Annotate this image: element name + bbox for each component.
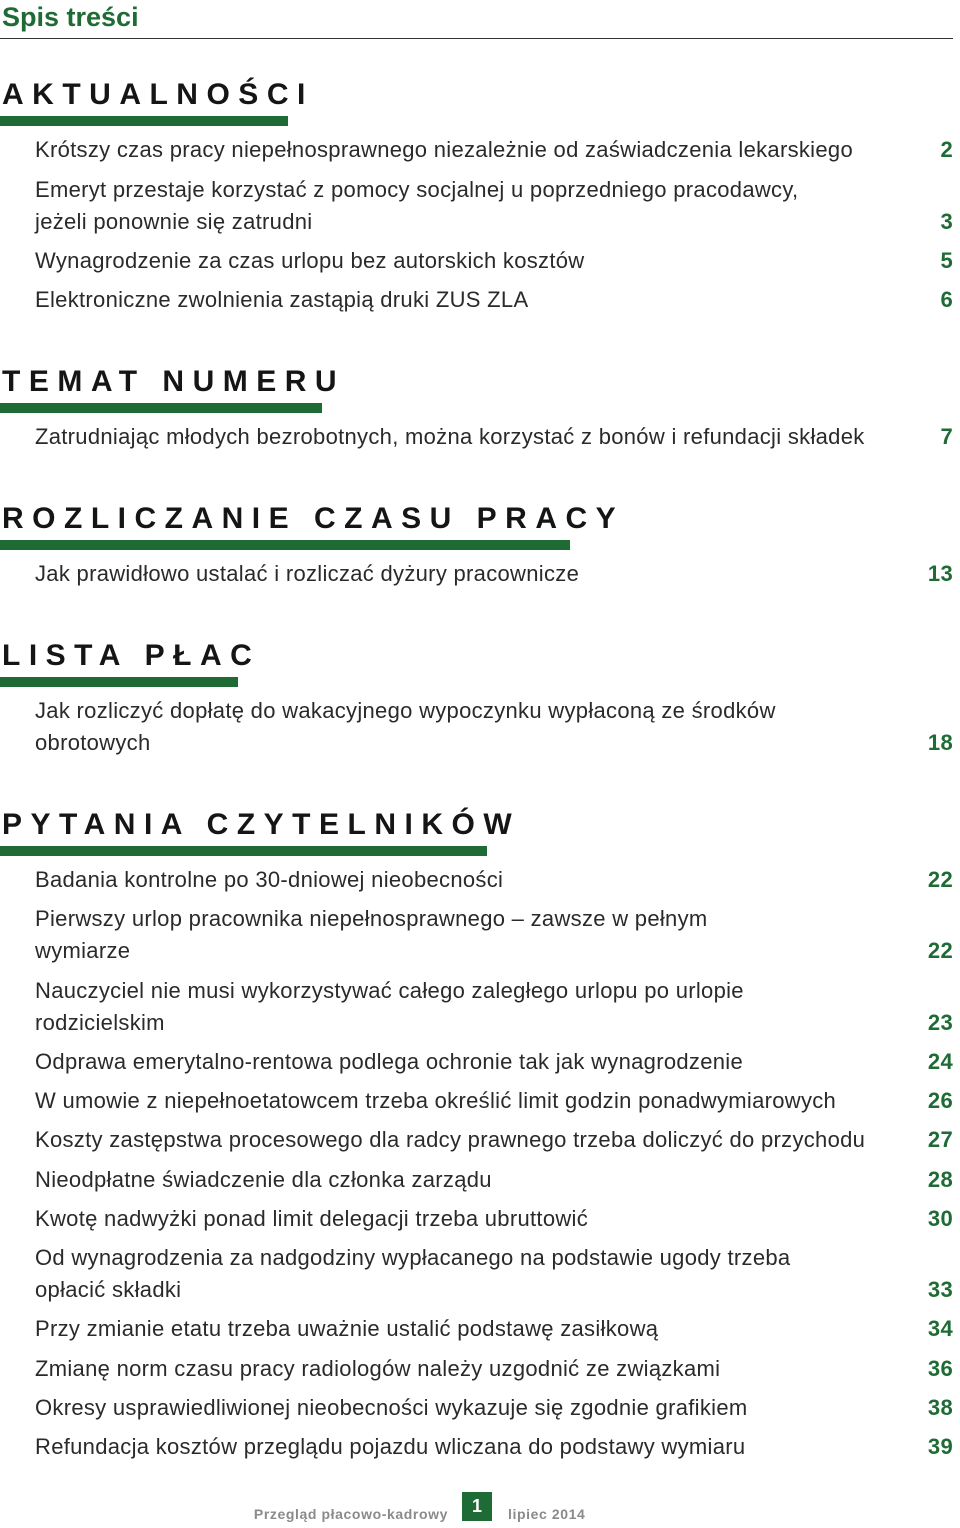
section-underline <box>0 540 570 550</box>
toc-page-number: 2 <box>940 137 953 162</box>
toc-page-number: 36 <box>927 1356 953 1381</box>
toc-entry-title: Zatrudniając młodych bezrobotnych, można korzystać z bonów i refundacji składek <box>35 424 865 449</box>
section-underline <box>0 116 288 126</box>
toc-entry-title: Wynagrodzenie za czas urlopu bez autorskich kosztów <box>35 248 585 273</box>
section-header-pytania-czytelnikow <box>0 808 520 856</box>
section-title: TEMAT NUMERU <box>2 365 346 398</box>
toc-entry-title: W umowie z niepełnoetatowcem trzeba określić limit godzin ponadwymiarowych <box>35 1088 837 1113</box>
section-underline <box>0 846 487 856</box>
toc-entry[interactable] <box>35 1085 953 1117</box>
toc-page-number: 6 <box>940 287 953 312</box>
toc-page-number: 33 <box>927 1277 953 1302</box>
toc-entry-title: Pierwszy urlop pracownika niepełnosprawnego – zawsze w pełnym wymiarze <box>35 906 708 963</box>
toc-page-number: 28 <box>927 1167 953 1192</box>
section-title: PYTANIA CZYTELNIKÓW <box>2 808 521 841</box>
toc-page-number: 27 <box>927 1127 953 1152</box>
toc-entry-title: Zmianę norm czasu pracy radiologów należy uzgodnić ze związkami <box>35 1356 721 1381</box>
toc-entry-title: Krótszy czas pracy niepełnosprawnego niezależnie od zaświadczenia lekarskiego <box>35 137 853 162</box>
toc-entry-title: Jak rozliczyć dopłatę do wakacyjnego wypoczynku wypłaconą ze środków obrotowych <box>35 698 776 755</box>
toc-entry-title: Od wynagrodzenia za nadgodziny wypłacanego na podstawie ugody trzeba opłacić składki <box>35 1245 791 1302</box>
toc-page-number: 38 <box>927 1395 953 1420</box>
toc-entry-title: Emeryt przestaje korzystać z pomocy socjalnej u poprzedniego pracodawcy, jeżeli ponownie się zatrudni <box>35 177 799 234</box>
toc-page-number: 34 <box>927 1316 953 1341</box>
toc-entry[interactable] <box>35 1431 953 1463</box>
toc-entry[interactable] <box>35 1353 953 1385</box>
toc-entry[interactable] <box>35 245 953 277</box>
section-underline <box>0 677 238 687</box>
toc-entry-title: Badania kontrolne po 30-dniowej nieobecności <box>35 867 504 892</box>
toc-page-number: 22 <box>927 938 953 963</box>
toc-page-number: 22 <box>927 867 953 892</box>
toc-entry[interactable] <box>35 975 953 1039</box>
toc-entry[interactable] <box>35 864 953 896</box>
section-title: ROZLICZANIE CZASU PRACY <box>2 502 625 535</box>
toc-entry[interactable] <box>35 174 953 238</box>
toc-entry[interactable] <box>35 1242 953 1306</box>
toc-entry-title: Refundacja kosztów przeglądu pojazdu wliczana do podstawy wymiaru <box>35 1434 746 1459</box>
toc-page-number: 7 <box>940 424 953 449</box>
toc-entry[interactable] <box>35 1046 953 1078</box>
toc-page-number: 18 <box>927 730 953 755</box>
section-underline <box>0 403 322 413</box>
toc-entry-title: Jak prawidłowo ustalać i rozliczać dyżury pracownicze <box>35 561 580 586</box>
toc-entry-title: Okresy usprawiedliwionej nieobecności wykazuje się zgodnie grafikiem <box>35 1395 748 1420</box>
section-header-temat-numeru <box>0 365 345 413</box>
toc-page-number: 39 <box>927 1434 953 1459</box>
footer-page-number: 1 <box>462 1492 492 1521</box>
toc-entry[interactable] <box>35 1124 953 1156</box>
toc-entry[interactable] <box>35 558 953 590</box>
page-footer <box>0 1492 960 1528</box>
toc-page-number: 3 <box>940 209 953 234</box>
toc-entry[interactable] <box>35 1392 953 1424</box>
toc-entry-title: Nieodpłatne świadczenie dla członka zarządu <box>35 1167 492 1192</box>
toc-entry-title: Elektroniczne zwolnienia zastąpią druki ZUS ZLA <box>35 287 529 312</box>
section-title: LISTA PŁAC <box>2 639 261 672</box>
toc-page-number: 30 <box>927 1206 953 1231</box>
toc-entry-title: Przy zmianie etatu trzeba uważnie ustalić podstawę zasiłkową <box>35 1316 659 1341</box>
toc-entry[interactable] <box>35 903 953 967</box>
toc-entry-title: Nauczyciel nie musi wykorzystywać całego zaległego urlopu po urlopie rodzicielskim <box>35 978 744 1035</box>
toc-page-number: 26 <box>927 1088 953 1113</box>
toc-entry-title: Odprawa emerytalno-rentowa podlega ochronie tak jak wynagrodzenie <box>35 1049 744 1074</box>
toc-entry[interactable] <box>35 284 953 316</box>
toc-entry[interactable] <box>35 695 953 759</box>
title-divider <box>0 38 953 39</box>
section-header-lista-plac <box>0 639 260 687</box>
section-header-aktualnosci <box>0 78 314 126</box>
toc-entry-title: Kwotę nadwyżki ponad limit delegacji trzeba ubruttowić <box>35 1206 589 1231</box>
footer-publication-name: Przegląd płacowo-kadrowy <box>253 1506 448 1522</box>
footer-issue-date: lipiec 2014 <box>508 1506 586 1522</box>
toc-entry[interactable] <box>35 1164 953 1196</box>
toc-page-number: 24 <box>927 1049 953 1074</box>
page-title: Spis treści <box>2 2 139 32</box>
toc-page-number: 13 <box>927 561 953 586</box>
toc-entry[interactable] <box>35 1313 953 1345</box>
toc-entry[interactable] <box>35 1203 953 1235</box>
toc-page-number: 23 <box>927 1010 953 1035</box>
toc-entry[interactable] <box>35 421 953 453</box>
toc-entry-title: Koszty zastępstwa procesowego dla radcy prawnego trzeba doliczyć do przychodu <box>35 1127 866 1152</box>
section-header-rozliczanie-czasu-pracy <box>0 502 624 550</box>
section-title: AKTUALNOŚCI <box>2 78 314 111</box>
toc-page-number: 5 <box>940 248 953 273</box>
toc-entry[interactable] <box>35 134 953 166</box>
